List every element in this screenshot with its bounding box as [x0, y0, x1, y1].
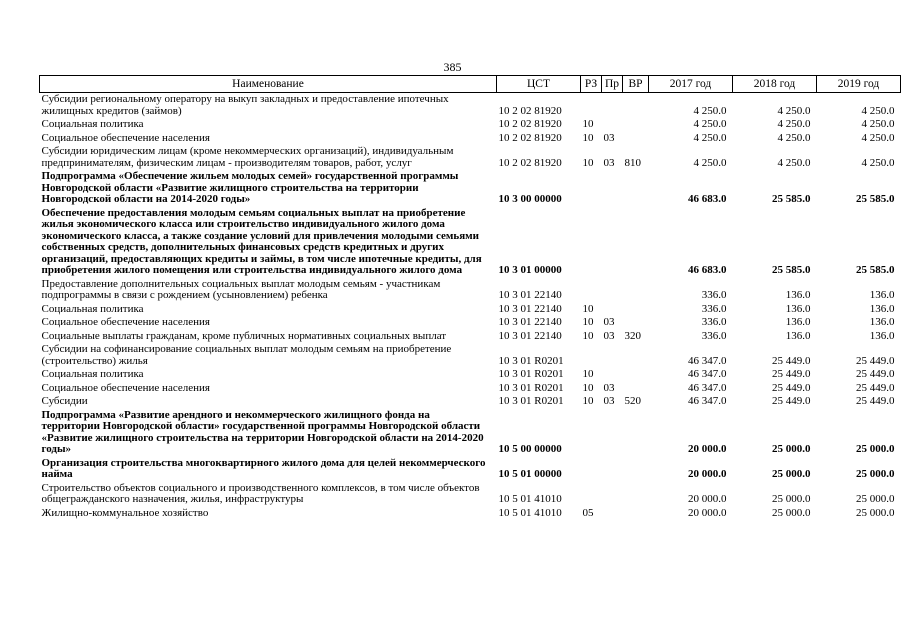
- row-value-2017: 46 683.0: [688, 264, 727, 276]
- row-value-2019: 25 449.0: [856, 354, 895, 367]
- row-value-2017: 336.0: [701, 329, 727, 342]
- row-rz: 10: [582, 302, 594, 315]
- row-name: Социальное обеспечение населения: [41, 316, 210, 328]
- budget-table: [39, 75, 901, 520]
- row-value-2018: 25 000.0: [772, 493, 811, 505]
- row-cst: 10 3 01 R0201: [498, 381, 564, 394]
- row-name: Социальная политика: [41, 368, 144, 380]
- row-pr: [602, 507, 623, 521]
- row-rz: 10: [582, 381, 594, 394]
- row-name: Организация строительства многоквартирного жилого дома для целей некоммерческого найма: [41, 456, 486, 480]
- row-vr: [623, 343, 649, 368]
- row-value-2018: 25 000.0: [772, 443, 811, 455]
- row-rz: 10: [582, 156, 594, 169]
- row-pr: [602, 343, 623, 368]
- row-value-2018: 25 449.0: [772, 368, 811, 380]
- page-number: 385: [443, 60, 462, 74]
- row-cst: 10 3 01 22140: [498, 289, 562, 301]
- row-pr: [602, 409, 623, 457]
- row-rz: [581, 343, 602, 368]
- table-row: [40, 395, 901, 409]
- row-value-2019: 4 250.0: [861, 104, 895, 117]
- table-row: [40, 170, 901, 207]
- row-cst: 10 2 02 81920: [498, 131, 562, 144]
- row-value-2019: 136.0: [869, 302, 895, 315]
- row-value-2018: 25 449.0: [772, 381, 811, 394]
- row-vr: 810: [624, 156, 641, 169]
- row-rz: 05: [582, 506, 594, 519]
- column-header-name: Наименование: [40, 76, 497, 93]
- row-pr: [602, 170, 623, 207]
- row-name: Социальное обеспечение населения: [41, 131, 210, 144]
- row-rz: 10: [582, 316, 594, 328]
- row-value-2019: 4 250.0: [861, 118, 895, 130]
- row-value-2018: 4 250.0: [777, 131, 811, 144]
- row-rz: [581, 207, 602, 278]
- row-pr: [602, 207, 623, 278]
- row-value-2017: 336.0: [701, 316, 727, 328]
- row-cst: 10 5 01 41010: [498, 493, 562, 505]
- row-value-2019: 136.0: [869, 316, 895, 328]
- row-value-2017: 46 347.0: [688, 381, 727, 394]
- row-cst: 10 2 02 81920: [498, 104, 562, 117]
- row-vr: [623, 118, 649, 132]
- row-value-2017: 20 000.0: [688, 493, 727, 505]
- row-vr: [623, 93, 649, 119]
- row-value-2019: 136.0: [869, 289, 895, 301]
- row-name: Социальные выплаты гражданам, кроме публичных нормативных социальных выплат: [41, 329, 447, 342]
- row-cst: 10 3 01 22140: [498, 316, 562, 328]
- row-value-2018: 25 585.0: [772, 264, 811, 276]
- table-row: [40, 368, 901, 382]
- row-rz: [581, 482, 602, 507]
- row-name: Жилищно-коммунальное хозяйство: [41, 506, 209, 519]
- row-value-2019: 25 449.0: [856, 368, 895, 380]
- row-pr: 03: [603, 131, 615, 144]
- table-header-row: [40, 76, 901, 93]
- table-row: [40, 303, 901, 317]
- table-row: [40, 507, 901, 521]
- row-value-2019: 25 449.0: [856, 381, 895, 394]
- row-pr: [602, 278, 623, 303]
- row-rz: [581, 170, 602, 207]
- row-cst: 10 3 01 22140: [498, 302, 562, 315]
- row-value-2019: 25 000.0: [856, 443, 895, 455]
- row-value-2018: 136.0: [785, 316, 811, 328]
- row-value-2019: 136.0: [869, 329, 895, 342]
- row-rz: 10: [582, 368, 594, 380]
- row-value-2017: 46 347.0: [688, 395, 727, 407]
- row-value-2018: 4 250.0: [777, 118, 811, 130]
- row-vr: [623, 457, 649, 482]
- row-vr: [623, 382, 649, 396]
- table-row: [40, 278, 901, 303]
- row-cst: 10 5 01 00000: [498, 468, 562, 480]
- row-pr: 03: [603, 156, 615, 169]
- row-value-2017: 4 250.0: [693, 118, 727, 130]
- column-header-cst: ЦСТ: [497, 76, 581, 93]
- row-pr: [602, 118, 623, 132]
- row-value-2019: 25 585.0: [856, 193, 895, 205]
- row-value-2018: 25 000.0: [772, 506, 811, 519]
- row-value-2017: 20 000.0: [688, 443, 727, 455]
- row-name: Субсидии: [41, 395, 88, 407]
- row-value-2017: 336.0: [701, 289, 727, 301]
- table-row: [40, 457, 901, 482]
- row-pr: 03: [603, 395, 615, 407]
- row-value-2019: 25 449.0: [856, 395, 895, 407]
- table-row: [40, 145, 901, 170]
- row-pr: [602, 303, 623, 317]
- column-header-2017: 2017 год: [649, 76, 733, 93]
- table-row: [40, 482, 901, 507]
- row-value-2017: 20 000.0: [688, 468, 727, 480]
- row-vr: 520: [624, 395, 641, 407]
- row-value-2018: 136.0: [785, 289, 811, 301]
- row-cst: 10 2 02 81920: [498, 156, 562, 169]
- row-value-2017: 4 250.0: [693, 156, 727, 169]
- row-cst: 10 3 01 R0201: [498, 368, 564, 380]
- row-name: Социальная политика: [41, 118, 144, 130]
- row-value-2019: 25 000.0: [856, 506, 895, 519]
- column-header-pr: Пр: [602, 76, 623, 93]
- row-value-2019: 25 000.0: [856, 493, 895, 505]
- row-vr: [623, 132, 649, 146]
- row-value-2017: 46 683.0: [688, 193, 727, 205]
- row-pr: [602, 368, 623, 382]
- table-row: [40, 118, 901, 132]
- row-cst: 10 3 01 R0201: [498, 395, 564, 407]
- row-value-2018: 25 449.0: [772, 395, 811, 407]
- row-name: Субсидии на софинансирование социальных выплат молодым семьям на приобретение (строительство) жилья: [41, 343, 452, 367]
- row-value-2019: 25 585.0: [856, 264, 895, 276]
- row-name: Субсидии региональному оператору на выкуп закладных и предоставление ипотечных жилищных кредитов (займов): [41, 93, 449, 117]
- row-name: Субсидии юридическим лицам (кроме некоммерческих организаций), индивидуальным предпринимателям, физическим лицам - производителям товаров, работ, услуг: [41, 145, 454, 169]
- row-value-2019: 4 250.0: [861, 156, 895, 169]
- row-value-2017: 4 250.0: [693, 104, 727, 117]
- row-vr: [623, 482, 649, 507]
- row-value-2018: 136.0: [785, 329, 811, 342]
- row-cst: 10 5 01 41010: [498, 506, 562, 519]
- table-row: [40, 207, 901, 278]
- row-pr: 03: [603, 316, 615, 328]
- row-vr: 320: [624, 329, 641, 342]
- row-rz: [581, 457, 602, 482]
- row-vr: [623, 278, 649, 303]
- row-rz: 10: [582, 329, 594, 342]
- row-name: Социальная политика: [41, 302, 144, 315]
- row-cst: 10 5 00 00000: [498, 443, 562, 455]
- row-vr: [623, 170, 649, 207]
- row-pr: [602, 457, 623, 482]
- row-value-2018: 25 000.0: [772, 468, 811, 480]
- table-row: [40, 343, 901, 368]
- row-value-2018: 4 250.0: [777, 156, 811, 169]
- row-cst: 10 3 01 22140: [498, 329, 562, 342]
- row-pr: 03: [603, 381, 615, 394]
- row-pr: 03: [603, 329, 615, 342]
- row-rz: [581, 278, 602, 303]
- table-row: [40, 409, 901, 457]
- row-name: Подпрограмма «Развитие арендного и некоммерческого жилищного фонда на территории Новгородской области» государственной программы Новгородской области «Развитие жилищного строительства на территории Новгородской области на 2014-2020 годы»: [41, 408, 484, 455]
- row-value-2019: 25 000.0: [856, 468, 895, 480]
- table-row: [40, 382, 901, 396]
- row-vr: [623, 507, 649, 521]
- row-name: Социальное обеспечение населения: [41, 381, 210, 394]
- row-value-2017: 4 250.0: [693, 131, 727, 144]
- row-vr: [623, 409, 649, 457]
- row-vr: [623, 303, 649, 317]
- row-rz: [581, 93, 602, 119]
- column-header-2019: 2019 год: [817, 76, 901, 93]
- table-row: [40, 316, 901, 330]
- row-name: Подпрограмма «Обеспечение жильем молодых семей» государственной программы Новгородской области «Развитие жилищного строительства на территории Новгородской области на 2014-2020 годы»: [41, 170, 459, 205]
- table-row: [40, 132, 901, 146]
- row-value-2018: 136.0: [785, 302, 811, 315]
- row-pr: [602, 93, 623, 119]
- row-value-2017: 46 347.0: [688, 368, 727, 380]
- row-rz: 10: [582, 131, 594, 144]
- row-cst: 10 2 02 81920: [498, 118, 562, 130]
- row-cst: 10 3 01 00000: [498, 264, 562, 276]
- row-pr: [602, 482, 623, 507]
- row-name: Строительство объектов социального и производственного комплексов, в том числе объектов общегражданского назначения, жилья, инфраструктуры: [41, 481, 480, 505]
- row-cst: 10 3 00 00000: [498, 193, 562, 205]
- row-rz: 10: [582, 118, 594, 130]
- row-name: Обеспечение предоставления молодым семьям социальных выплат на приобретение жилья экономического класса или строительство индивидуального жилого дома экономического класса, а также создание условий для привлечения молодыми семьями собственных средств, дополнительных финансовых средств кредитных и других организаций, предоставляющих кредиты и займы, в том числе ипотечные кредиты, для приобретения жилого помещения или строительства индивидуального жилого дома: [41, 206, 482, 276]
- column-header-rz: РЗ: [581, 76, 602, 93]
- row-rz: 10: [582, 395, 594, 407]
- row-name: Предоставление дополнительных социальных выплат молодым семьям - участникам подпрограммы в связи с рождением (усыновлением) ребенка: [41, 277, 441, 301]
- row-vr: [623, 316, 649, 330]
- row-value-2019: 4 250.0: [861, 131, 895, 144]
- row-vr: [623, 207, 649, 278]
- column-header-vr: ВР: [623, 76, 649, 93]
- row-value-2017: 336.0: [701, 302, 727, 315]
- table-row: [40, 93, 901, 119]
- row-vr: [623, 368, 649, 382]
- column-header-2018: 2018 год: [733, 76, 817, 93]
- row-cst: 10 3 01 R0201: [498, 354, 564, 367]
- row-value-2018: 4 250.0: [777, 104, 811, 117]
- table-body: [40, 93, 901, 521]
- row-rz: [581, 409, 602, 457]
- row-value-2018: 25 449.0: [772, 354, 811, 367]
- table-row: [40, 330, 901, 344]
- row-value-2018: 25 585.0: [772, 193, 811, 205]
- row-value-2017: 46 347.0: [688, 354, 727, 367]
- row-value-2017: 20 000.0: [688, 506, 727, 519]
